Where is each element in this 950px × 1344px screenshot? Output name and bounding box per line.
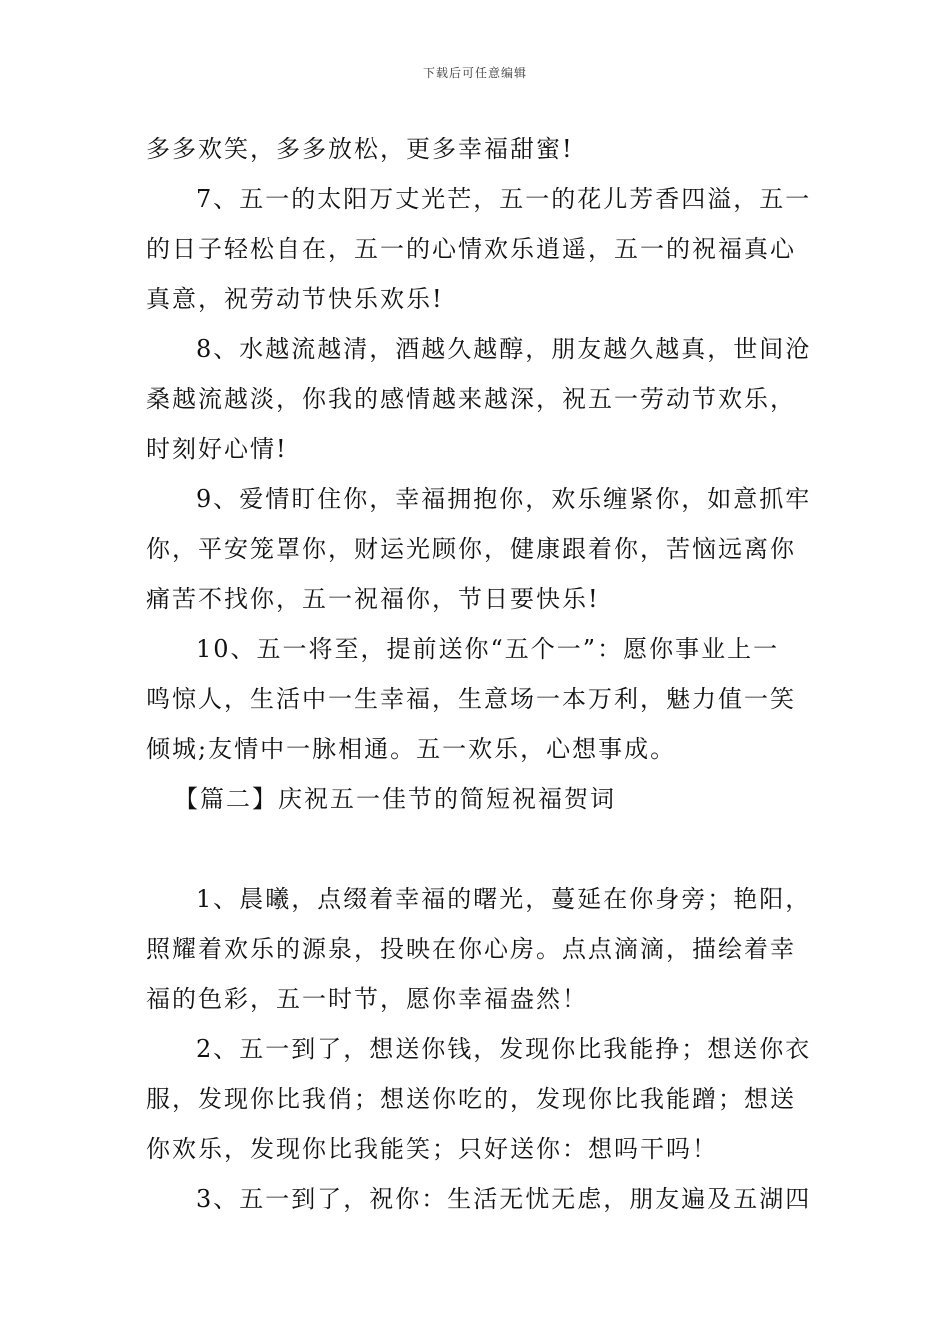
text-line: 痛苦不找你，五一祝福你，节日要快乐! — [146, 585, 600, 613]
text-line: 7、五一的太阳万丈光芒，五一的花儿芳香四溢，五一 — [196, 185, 812, 213]
text-line: 你，平安笼罩你，财运光顾你，健康跟着你，苦恼远离你 — [146, 535, 796, 563]
page-header: 下载后可任意编辑 — [422, 66, 527, 80]
text-line: 你欢乐，发现你比我能笑；只好送你：想吗干吗！ — [146, 1135, 718, 1163]
text-line: 桑越流越淡，你我的感情越来越深，祝五一劳动节欢乐， — [146, 385, 796, 413]
text-line: 多多欢笑，多多放松，更多幸福甜蜜! — [146, 135, 574, 163]
text-line: 照耀着欢乐的源泉，投映在你心房。点点滴滴，描绘着幸 — [146, 935, 796, 963]
text-line: 真意，祝劳动节快乐欢乐! — [146, 285, 444, 313]
text-line: 倾城;友情中一脉相通。五一欢乐，心想事成。 — [146, 735, 677, 763]
text-line: 服，发现你比我俏；想送你吃的，发现你比我能蹭；想送 — [146, 1085, 796, 1113]
text-line: 的日子轻松自在，五一的心情欢乐逍遥，五一的祝福真心 — [146, 235, 796, 263]
text-line: 2、五一到了，想送你钱，发现你比我能挣；想送你衣 — [196, 1035, 812, 1063]
text-line: 鸣惊人，生活中一生幸福，生意场一本万利，魅力值一笑 — [146, 685, 796, 713]
section-heading: 【篇二】庆祝五一佳节的简短祝福贺词 — [174, 785, 616, 813]
text-line: 时刻好心情! — [146, 435, 288, 463]
text-line: 1、晨曦，点缀着幸福的曙光，蔓延在你身旁；艳阳， — [196, 885, 812, 913]
text-line: 福的色彩，五一时节，愿你幸福盎然！ — [146, 985, 588, 1013]
text-line: 3、五一到了，祝你：生活无忧无虑，朋友遍及五湖四 — [196, 1185, 812, 1213]
text-line: 8、水越流越清，酒越久越醇，朋友越久越真，世间沧 — [196, 335, 812, 363]
text-line: 10、五一将至，提前送你“五个一”：愿你事业上一 — [196, 635, 780, 663]
text-line: 9、爱情盯住你，幸福拥抱你，欢乐缠紧你，如意抓牢 — [196, 485, 812, 513]
